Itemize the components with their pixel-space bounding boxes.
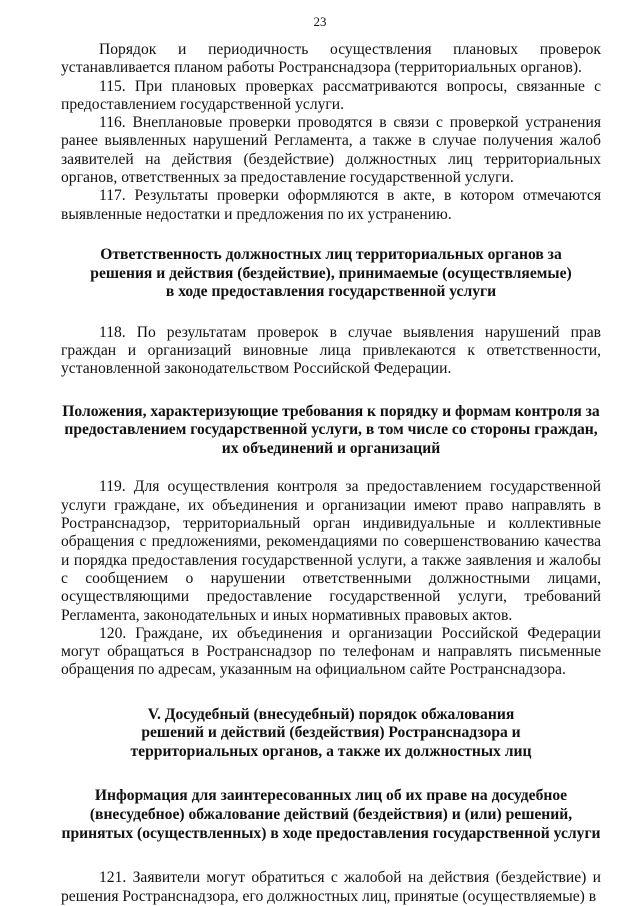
section-heading-responsibility: Ответственность должностных лиц территориальных органов за решения и действия (бездействие), принимаемые (осуществляемые) в ходе предоставления государственной услуги bbox=[90, 245, 572, 301]
paragraph-121: 121. Заявители могут обратиться с жалобой на действия (бездействие) и решения Ространснадзора, его должностных лиц, принятые (осуществляемые) в bbox=[61, 869, 601, 905]
document-body bbox=[61, 41, 601, 906]
paragraph-120: 120. Граждане, их объединения и организации Российской Федерации могут обращаться в Ространснадзор по телефонам и направлять письменные обращения по адресам, указанным на официальном сайте Ространснадзора. bbox=[61, 624, 601, 679]
chapter-heading-v: V. Досудебный (внесудебный) порядок обжалования решений и действий (бездействия) Ространснадзора и территориальных органов, а также их должностных лиц bbox=[130, 705, 532, 760]
paragraph-115: 115. При плановых проверках рассматриваются вопросы, связанные с предоставлением государственной услуги. bbox=[61, 77, 601, 113]
paragraph-118: 118. По результатам проверок в случае выявления нарушений прав граждан и организаций виновные лица привлекаются к ответственности, установленной законодательством Российской Федерации. bbox=[61, 323, 601, 378]
paragraph-119: 119. Для осуществления контроля за предоставлением государственной услуги граждане, их объединения и организации имеют право направлять в Ространснадзор, территориальный орган индивидуальные и коллективные обращения с предложениями, рекомендациями по совершенствованию качества и порядка предоставления государственной услуги, а также заявления и жалобы с сообщением о нарушении ответственными должностными лицами, осуществляющими предоставление государственной услуги, требований Регламента, законодательных и иных нормативных правовых актов. bbox=[61, 478, 601, 624]
paragraph-116: 116. Внеплановые проверки проводятся в связи с проверкой устранения ранее выявленных нарушений Регламента, а также в случае получения жалоб заявителей на действия (бездействие) должностных лиц территориальных органов, ответственных за предоставление государственной услуги. bbox=[61, 114, 601, 187]
page-number: 23 bbox=[313, 14, 327, 29]
paragraph-117: 117. Результаты проверки оформляются в акте, в котором отмечаются выявленные недостатки и предложения по их устранению. bbox=[61, 187, 601, 223]
section-heading-appeal-info: Информация для заинтересованных лиц об их праве на досудебное (внесудебное) обжалование действий (бездействия) и (или) решений, принятых (осуществленных) в ходе предоставления государственной услуги bbox=[61, 787, 601, 842]
section-heading-control-requirements: Положения, характеризующие требования к порядку и формам контроля за предоставлением государственной услуги, в том числе со стороны граждан, их объединений и организаций bbox=[62, 402, 600, 457]
paragraph-114-tail: Порядок и периодичность осуществления плановых проверок устанавливается планом работы Ространснадзора (территориальных органов). bbox=[61, 41, 601, 77]
